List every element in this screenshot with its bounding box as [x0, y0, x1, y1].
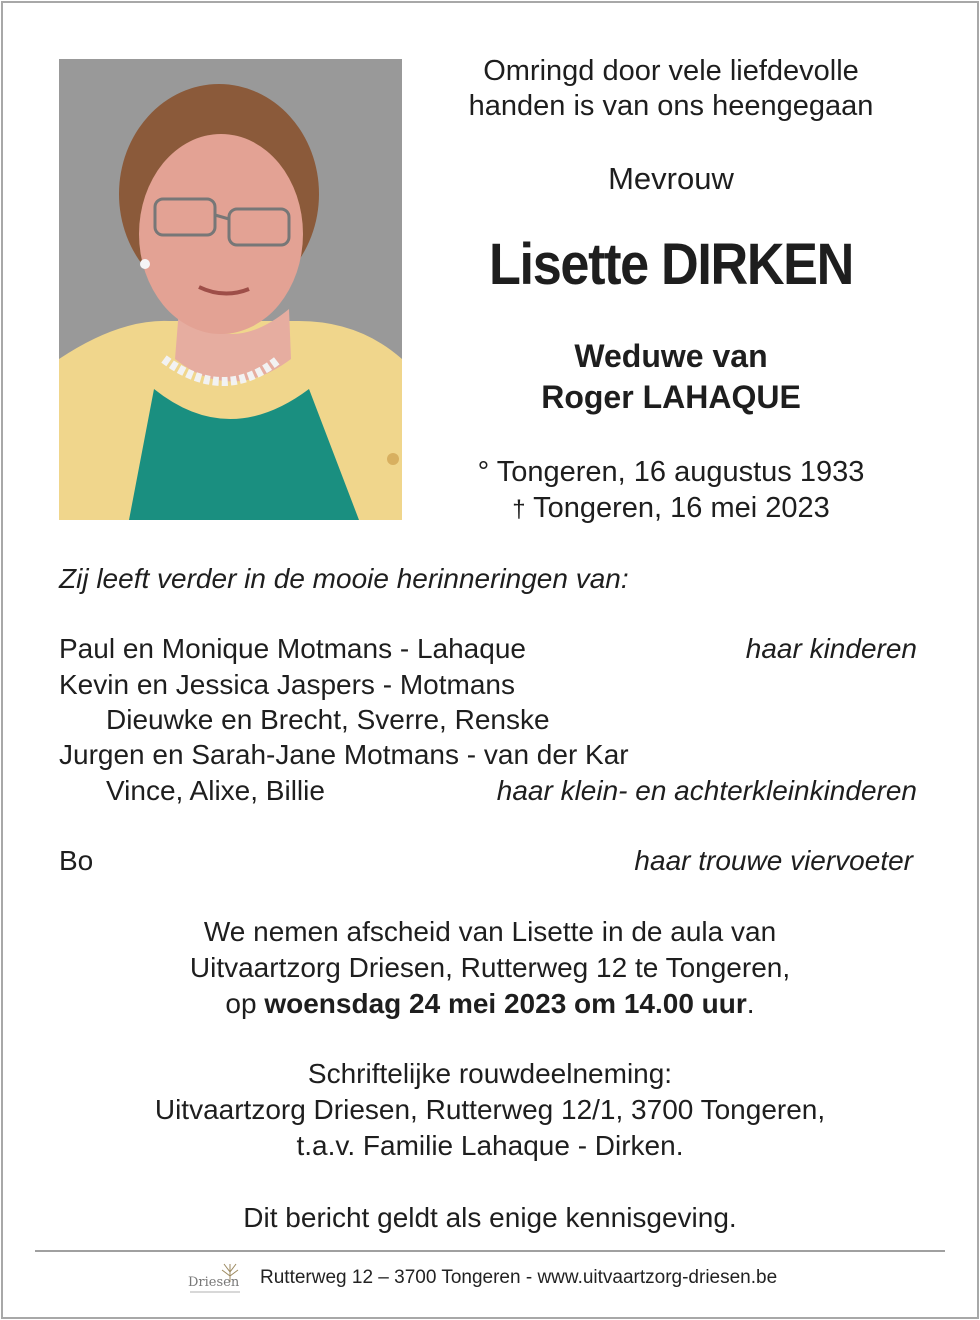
condolence-line-1: Schriftelijke rouwdeelneming: [307, 1058, 673, 1089]
life-dates [440, 454, 902, 528]
farewell-prefix: op [225, 988, 265, 1019]
pet-relation: haar trouwe viervoeter [634, 845, 913, 876]
pet-name: Bo [59, 845, 94, 876]
svg-text:Driesen: Driesen [188, 1275, 240, 1290]
spouse-line-2: Roger LAHAQUE [541, 379, 801, 415]
family-name: Kevin en Jessica Jaspers - Motmans [59, 669, 515, 700]
intro-line-2: handen is van ons heengegaan [468, 90, 874, 122]
notice-text: Dit bericht geldt als enige kennisgeving. [243, 1202, 737, 1233]
honorific: Mevrouw [608, 161, 734, 196]
portrait-photo [59, 59, 402, 520]
condolence-info [0, 1056, 980, 1164]
footer-address: Rutterweg 12 – 3700 Tongeren - www.uitvaartzorg-driesen.be [260, 1267, 778, 1288]
death-date [440, 490, 902, 528]
intro-text [440, 54, 902, 124]
family-name: Jurgen en Sarah-Jane Motmans - van der Kar [59, 739, 629, 770]
farewell-datetime: woensdag 24 mei 2023 om 14.00 uur [264, 988, 747, 1019]
footer-divider [35, 1250, 945, 1252]
family-relation: haar klein- en achterkleinkinderen [496, 775, 917, 806]
condolence-line-2: Uitvaartzorg Driesen, Rutterweg 12/1, 3700 Tongeren, [154, 1094, 826, 1125]
memory-line: Zij leeft verder in de mooie herinneringen van: [59, 563, 629, 594]
funeral-home-logo [186, 1258, 244, 1300]
family-relation: haar kinderen [745, 633, 917, 664]
farewell-line-1: We nemen afscheid van Lisette in de aula van [203, 916, 777, 947]
family-name: Paul en Monique Motmans - Lahaque [59, 633, 526, 664]
farewell-line-2: Uitvaartzorg Driesen, Rutterweg 12 te Tongeren, [189, 952, 791, 983]
farewell-info [0, 914, 980, 1022]
farewell-line-3 [0, 986, 980, 1022]
family-name: Dieuwke en Brecht, Sverre, Renske [106, 704, 550, 735]
condolence-line-3: t.a.v. Familie Lahaque - Dirken. [296, 1130, 684, 1161]
birth-date: ° Tongeren, 16 augustus 1933 [477, 456, 865, 488]
spouse-info [440, 336, 902, 418]
farewell-suffix: . [746, 988, 755, 1019]
deceased-name: Lisette DIRKEN [489, 232, 853, 297]
family-name: Vince, Alixe, Billie [106, 775, 325, 806]
cross-icon: † [512, 496, 526, 523]
intro-line-1: Omringd door vele liefdevolle [483, 55, 859, 87]
spouse-line-1: Weduwe van [574, 338, 768, 374]
death-date-text: Tongeren, 16 mei 2023 [525, 492, 830, 524]
